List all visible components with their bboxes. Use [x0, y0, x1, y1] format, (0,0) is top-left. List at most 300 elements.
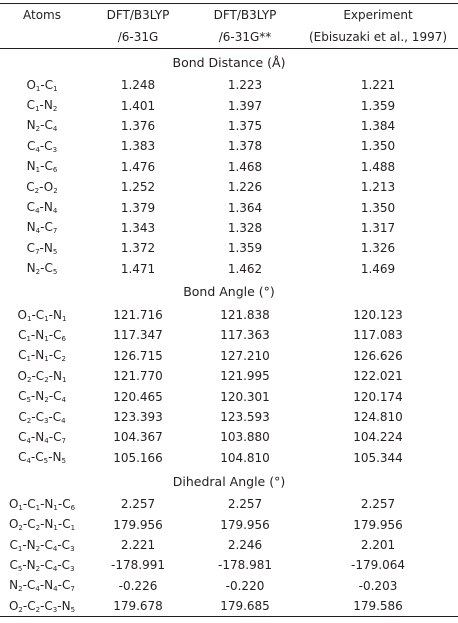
value-b3lyp-631gss: -0.220 — [225, 578, 265, 593]
atom-symbol: C — [26, 240, 36, 255]
atom-separator: - — [22, 578, 27, 593]
value-b3lyp-631gss: 1.468 — [227, 159, 263, 174]
atom-symbol: C — [35, 307, 45, 322]
table-row — [0, 95, 458, 115]
atom-symbol: C — [52, 409, 62, 424]
atom-separator: - — [48, 429, 54, 444]
atom-separator: - — [39, 179, 44, 194]
atoms-cell — [0, 407, 84, 427]
value-experiment: 117.083 — [353, 328, 403, 343]
atoms-cell — [0, 75, 84, 95]
atom-symbol: O — [8, 496, 19, 511]
table-row — [0, 218, 458, 238]
atom-symbol: C — [35, 409, 44, 424]
atom-separator: - — [40, 261, 45, 276]
section-header — [0, 49, 458, 76]
atom-index: 1 — [35, 105, 40, 114]
table-body — [0, 49, 458, 617]
value-b3lyp-631gss: 104.810 — [220, 450, 270, 465]
atom-index: 2 — [26, 416, 32, 425]
atom-separator: - — [57, 496, 63, 511]
atom-index: 5 — [61, 457, 66, 466]
atom-symbol: C — [9, 557, 18, 572]
atom-symbol: N — [44, 578, 54, 593]
atom-index: 6 — [70, 503, 76, 512]
atom-index: 2 — [26, 375, 32, 384]
table-row — [0, 427, 458, 447]
atom-separator: - — [40, 598, 45, 613]
atom-symbol: N — [35, 389, 45, 404]
atom-index: 3 — [52, 145, 58, 154]
value-experiment: -0.203 — [358, 578, 398, 593]
value-b3lyp-631gss: 127.210 — [220, 348, 270, 363]
atom-index: 2 — [52, 105, 58, 114]
atom-index: 4 — [26, 457, 31, 466]
atom-symbol: C — [44, 77, 54, 92]
value-experiment: 1.469 — [360, 261, 396, 276]
atom-symbol: C — [53, 348, 62, 363]
atom-symbol: N — [53, 368, 62, 383]
value-b3lyp-631gss: 2.246 — [227, 538, 263, 552]
atom-symbol: C — [26, 98, 36, 113]
atom-symbol: N — [26, 261, 36, 276]
atom-symbol: O — [8, 517, 19, 532]
atom-index: 1 — [35, 166, 41, 175]
value-b3lyp-631g: -0.226 — [118, 578, 158, 593]
section-title: Bond Angle (°) — [183, 284, 275, 300]
value-b3lyp-631g: 121.770 — [113, 369, 163, 384]
atom-index: 1 — [26, 334, 31, 343]
value-experiment: 179.956 — [353, 517, 403, 532]
atom-index: 7 — [61, 436, 66, 445]
atom-index: 4 — [61, 396, 66, 405]
atom-index: 3 — [52, 605, 58, 614]
table-row — [0, 494, 458, 514]
atoms-cell — [0, 197, 84, 217]
atom-symbol: O — [17, 307, 27, 322]
atom-index: 3 — [70, 564, 75, 573]
atom-symbol: N — [44, 496, 54, 511]
atom-separator: - — [40, 537, 45, 552]
atom-index: 4 — [52, 564, 58, 573]
atoms-cell — [0, 427, 84, 447]
atom-symbol: N — [43, 240, 53, 255]
section-title: Dihedral Angle (°) — [172, 473, 286, 489]
atom-symbol: C — [44, 118, 53, 133]
atom-index: 2 — [18, 605, 23, 614]
table-row — [0, 535, 458, 555]
atom-index: 4 — [44, 436, 49, 445]
atom-index: 1 — [17, 544, 23, 553]
table-row — [0, 576, 458, 596]
atoms-cell — [0, 366, 84, 386]
value-b3lyp-631gss: 1.226 — [227, 180, 263, 195]
atom-symbol: C — [18, 327, 27, 342]
atom-index: 1 — [26, 355, 31, 364]
atom-symbol: N — [35, 429, 45, 444]
value-b3lyp-631gss: 121.838 — [220, 308, 270, 323]
value-experiment: -179.064 — [351, 558, 405, 573]
atom-separator: - — [30, 389, 36, 404]
table-header — [0, 4, 458, 49]
atom-index: 2 — [34, 186, 40, 195]
value-experiment: 124.810 — [353, 410, 403, 425]
table-row — [0, 157, 458, 177]
atom-index: 5 — [26, 396, 31, 405]
atoms-cell — [0, 325, 84, 345]
header-atoms: Atoms — [0, 4, 84, 27]
atom-index: 5 — [52, 268, 58, 277]
value-b3lyp-631g: 126.715 — [113, 348, 163, 363]
atom-symbol: O — [8, 598, 19, 613]
value-experiment: 1.317 — [360, 220, 396, 235]
value-experiment: 2.201 — [360, 538, 396, 552]
value-experiment: 120.123 — [353, 308, 403, 323]
value-b3lyp-631gss: 1.359 — [227, 241, 263, 256]
value-b3lyp-631g: 104.367 — [113, 430, 163, 445]
atom-symbol: C — [53, 429, 62, 444]
atom-separator: - — [57, 537, 62, 552]
atom-symbol: C — [44, 159, 53, 174]
atom-symbol: N — [26, 220, 36, 235]
atom-symbol: C — [27, 517, 36, 532]
atom-index: 1 — [70, 524, 76, 533]
atom-symbol: N — [43, 200, 53, 215]
atom-separator: - — [22, 496, 28, 511]
atom-separator: - — [40, 159, 45, 174]
atom-symbol: C — [62, 517, 71, 532]
atoms-cell — [0, 535, 84, 555]
table-row — [0, 197, 458, 217]
atom-index: 2 — [35, 125, 41, 134]
value-b3lyp-631g: 120.465 — [113, 389, 163, 404]
value-b3lyp-631g: 1.372 — [120, 241, 156, 256]
atom-index: 1 — [44, 314, 49, 323]
atom-symbol: N — [26, 557, 36, 572]
atom-symbol: N — [61, 598, 71, 613]
table-row — [0, 407, 458, 427]
value-b3lyp-631g: 1.471 — [120, 261, 156, 276]
atom-index: 1 — [35, 503, 41, 512]
atom-symbol: N — [9, 578, 19, 593]
atom-index: 5 — [43, 457, 49, 466]
atom-symbol: C — [44, 598, 53, 613]
atom-index: 1 — [53, 524, 58, 533]
atom-index: 5 — [52, 247, 58, 256]
atoms-cell — [0, 136, 84, 156]
value-b3lyp-631g: 121.716 — [113, 308, 163, 323]
atoms-cell — [0, 576, 84, 596]
table-row — [0, 448, 458, 468]
atom-index: 2 — [61, 355, 66, 364]
atom-separator: - — [31, 307, 36, 322]
value-b3lyp-631gss: 179.956 — [220, 517, 270, 532]
atom-index: 3 — [43, 416, 49, 425]
atom-symbol: C — [27, 496, 36, 511]
atom-index: 5 — [17, 564, 23, 573]
value-experiment: 1.488 — [360, 159, 396, 174]
value-b3lyp-631g: 1.383 — [120, 139, 156, 154]
value-experiment: 120.174 — [353, 389, 403, 404]
atom-index: 1 — [61, 314, 67, 323]
atom-symbol: C — [61, 578, 71, 593]
value-experiment: 1.221 — [360, 78, 396, 93]
table-row — [0, 555, 458, 575]
atoms-cell — [0, 177, 84, 197]
atom-separator: - — [48, 409, 53, 424]
atom-separator: - — [30, 450, 36, 465]
section-title: Bond Distance (Å) — [0, 49, 458, 76]
atom-index: 1 — [53, 503, 58, 512]
atoms-cell — [0, 494, 84, 514]
atom-symbol: N — [26, 537, 36, 552]
atom-separator: - — [57, 517, 63, 532]
atom-index: 4 — [52, 544, 58, 553]
atoms-cell — [0, 386, 84, 406]
atom-index: 2 — [44, 396, 49, 405]
table-row — [0, 305, 458, 325]
atoms-cell — [0, 448, 84, 468]
header-b3lyp-631g-line2: /6-31G — [117, 30, 159, 44]
atom-index: 2 — [18, 524, 23, 533]
atom-symbol: C — [44, 557, 53, 572]
table-row — [0, 366, 458, 386]
atom-index: 4 — [35, 227, 41, 236]
atom-separator: - — [40, 220, 45, 235]
atom-separator: - — [30, 429, 36, 444]
atom-separator: - — [22, 557, 27, 572]
atom-index: 1 — [61, 375, 67, 384]
value-b3lyp-631gss: 103.880 — [220, 430, 270, 445]
atom-index: 1 — [35, 84, 41, 93]
atom-separator: - — [57, 557, 62, 572]
atom-symbol: C — [18, 450, 27, 465]
atom-index: 2 — [35, 564, 41, 573]
atom-separator: - — [22, 517, 28, 532]
atom-symbol: N — [53, 307, 62, 322]
atom-index: 1 — [18, 503, 23, 512]
table-row — [0, 177, 458, 197]
atom-symbol: C — [44, 261, 53, 276]
atom-index: 1 — [53, 84, 58, 93]
value-b3lyp-631g: -178.991 — [111, 558, 165, 573]
value-experiment: 179.586 — [298, 596, 458, 617]
value-experiment: 105.344 — [353, 450, 403, 465]
table-row — [0, 325, 458, 345]
atom-separator: - — [22, 537, 27, 552]
value-experiment: 1.350 — [360, 200, 396, 215]
atom-separator: - — [30, 348, 36, 363]
atoms-cell — [0, 157, 84, 177]
table-row — [0, 75, 458, 95]
atom-separator: - — [30, 327, 36, 342]
atom-separator: - — [31, 368, 36, 383]
value-experiment: 1.359 — [360, 98, 396, 113]
atom-symbol: C — [53, 327, 62, 342]
atom-symbol: C — [61, 537, 71, 552]
value-b3lyp-631g: 105.166 — [113, 450, 163, 465]
atom-symbol: C — [35, 368, 45, 383]
value-b3lyp-631gss: 1.364 — [227, 200, 263, 215]
atoms-cell — [0, 116, 84, 136]
atom-separator: - — [48, 368, 53, 383]
atom-symbol: C — [35, 450, 44, 465]
header-b3lyp-631gss-line2: /6-31G** — [218, 30, 272, 44]
atom-symbol: C — [26, 138, 36, 153]
atoms-cell — [0, 596, 84, 617]
atom-symbol: N — [43, 98, 53, 113]
atom-separator: - — [39, 138, 45, 153]
atom-index: 4 — [53, 585, 58, 594]
value-b3lyp-631g: 1.476 — [120, 159, 156, 174]
table-row — [0, 514, 458, 534]
value-experiment: 126.626 — [353, 348, 403, 363]
atom-separator: - — [40, 77, 45, 92]
atom-index: 2 — [18, 585, 23, 594]
atom-separator: - — [40, 118, 45, 133]
atom-symbol: N — [52, 450, 62, 465]
table-row — [0, 259, 458, 279]
value-b3lyp-631g: 1.252 — [120, 180, 156, 195]
atom-symbol: C — [18, 389, 27, 404]
atom-symbol: C — [62, 496, 71, 511]
atom-symbol: C — [18, 429, 27, 444]
atom-symbol: C — [26, 578, 36, 593]
atom-index: 1 — [26, 314, 32, 323]
value-b3lyp-631gss: 1.375 — [227, 118, 263, 133]
table-row — [0, 596, 458, 617]
header-experiment-line2: (Ebisuzaki et al., 1997) — [308, 30, 448, 44]
atom-symbol: C — [61, 557, 71, 572]
atom-separator: - — [48, 389, 54, 404]
value-b3lyp-631g: 1.379 — [120, 200, 156, 215]
value-b3lyp-631g: 2.221 — [120, 538, 156, 552]
value-b3lyp-631gss: 2.257 — [227, 497, 263, 512]
atom-symbol: N — [35, 348, 45, 363]
atom-separator: - — [39, 578, 45, 593]
atom-index: 2 — [35, 524, 41, 533]
atom-separator: - — [57, 578, 62, 593]
atoms-cell — [0, 95, 84, 115]
atom-separator: - — [39, 240, 44, 255]
value-b3lyp-631g: 123.393 — [113, 410, 163, 425]
atom-index: 4 — [35, 585, 40, 594]
value-b3lyp-631g: 1.401 — [120, 98, 156, 113]
value-b3lyp-631g: 179.956 — [113, 517, 163, 532]
atom-symbol: N — [44, 517, 54, 532]
atom-symbol: C — [26, 200, 36, 215]
value-experiment: 1.213 — [360, 180, 396, 195]
value-experiment: 2.257 — [360, 497, 396, 512]
value-b3lyp-631gss: 1.223 — [227, 78, 263, 93]
atom-separator: - — [57, 598, 62, 613]
atoms-cell — [0, 346, 84, 366]
value-b3lyp-631gss: 117.363 — [220, 328, 270, 343]
header-b3lyp-631gss-line1: DFT/B3LYP — [192, 4, 298, 27]
value-b3lyp-631g: 117.347 — [113, 328, 163, 343]
atom-index: 1 — [44, 355, 49, 364]
atom-symbol: O — [43, 179, 54, 194]
value-b3lyp-631gss: 121.995 — [220, 369, 270, 384]
atom-separator: - — [48, 327, 54, 342]
value-b3lyp-631gss: 123.593 — [220, 410, 270, 425]
value-b3lyp-631gss: -178.981 — [218, 558, 272, 573]
atom-index: 2 — [44, 375, 49, 384]
value-experiment: 1.384 — [360, 118, 396, 133]
atoms-cell — [0, 259, 84, 279]
atom-symbol: N — [26, 118, 36, 133]
atom-index: 6 — [52, 166, 58, 175]
atom-separator: - — [48, 348, 54, 363]
atom-symbol: C — [44, 220, 53, 235]
table-row — [0, 136, 458, 156]
value-b3lyp-631gss: 120.301 — [220, 389, 270, 404]
atom-index: 4 — [35, 207, 40, 216]
section-header — [0, 279, 458, 305]
atom-index: 4 — [26, 436, 31, 445]
atoms-cell — [0, 305, 84, 325]
atom-separator: - — [40, 557, 45, 572]
table-row — [0, 238, 458, 258]
atom-separator: - — [22, 598, 28, 613]
value-b3lyp-631gss: 1.462 — [227, 261, 263, 276]
atom-index: 4 — [52, 207, 58, 216]
table-row — [0, 346, 458, 366]
atom-symbol: C — [18, 409, 27, 424]
atom-index: 2 — [35, 544, 41, 553]
value-b3lyp-631g: 1.376 — [120, 118, 156, 133]
atom-separator: - — [31, 409, 36, 424]
atom-index: 4 — [52, 125, 58, 134]
value-b3lyp-631gss: 1.397 — [227, 98, 263, 113]
atom-symbol: C — [18, 348, 27, 363]
value-b3lyp-631g: 1.248 — [120, 78, 156, 93]
atom-index: 7 — [35, 247, 40, 256]
atom-index: 1 — [44, 334, 49, 343]
atom-index: 3 — [70, 544, 75, 553]
atoms-cell — [0, 238, 84, 258]
header-experiment-line1: Experiment — [298, 4, 458, 27]
value-experiment: 1.326 — [360, 241, 396, 256]
value-b3lyp-631g: 1.343 — [120, 220, 156, 235]
atom-separator: - — [39, 98, 44, 113]
atom-index: 6 — [61, 334, 66, 343]
atom-index: 7 — [52, 227, 58, 236]
atom-symbol: C — [26, 179, 35, 194]
geometry-table — [0, 3, 458, 617]
atom-index: 5 — [70, 605, 76, 614]
atoms-cell — [0, 555, 84, 575]
atom-index: 4 — [35, 145, 40, 154]
atom-separator: - — [48, 307, 53, 322]
atom-index: 2 — [53, 186, 58, 195]
table-row — [0, 386, 458, 406]
value-b3lyp-631gss: 1.328 — [227, 220, 263, 235]
atom-separator: - — [48, 450, 53, 465]
section-header — [0, 468, 458, 494]
atom-symbol: C — [9, 537, 18, 552]
atom-symbol: C — [44, 138, 53, 153]
atoms-cell — [0, 514, 84, 534]
value-b3lyp-631g: 179.678 — [84, 596, 192, 617]
atom-index: 4 — [61, 416, 66, 425]
atom-symbol: O — [17, 368, 27, 383]
atoms-cell — [0, 218, 84, 238]
atom-symbol: N — [26, 159, 36, 174]
value-b3lyp-631gss: 1.378 — [227, 139, 263, 154]
value-b3lyp-631g: 2.257 — [120, 497, 156, 512]
header-b3lyp-631g-line1: DFT/B3LYP — [84, 4, 192, 27]
